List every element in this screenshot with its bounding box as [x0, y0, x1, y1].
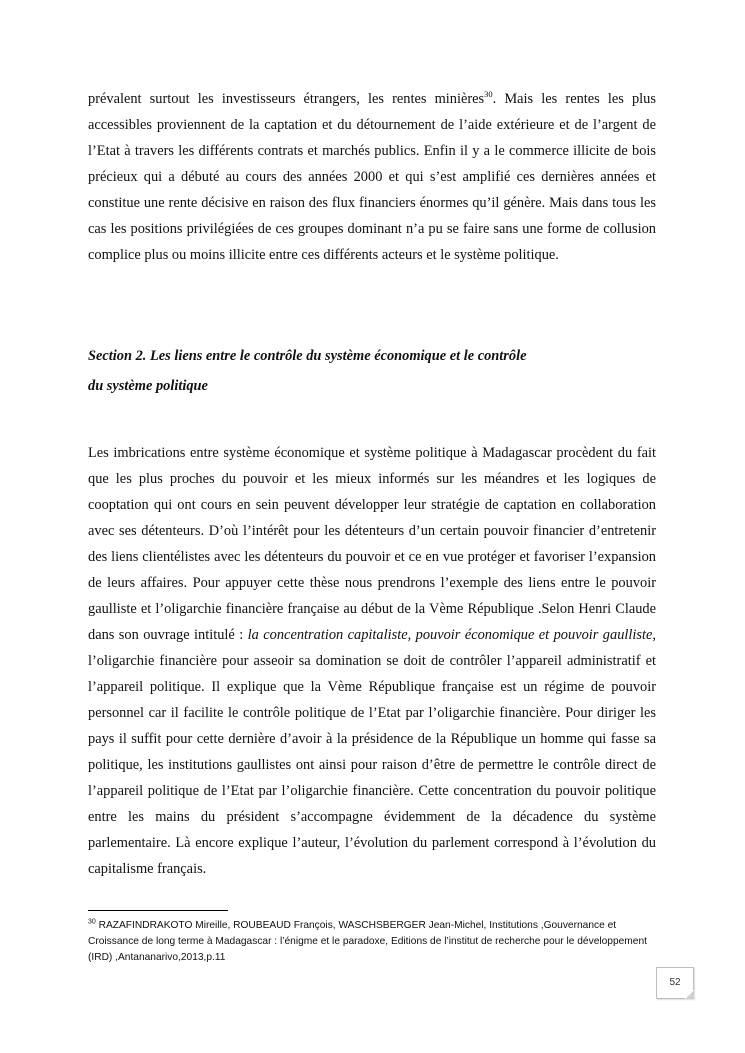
section-title-line-1: Section 2. Les liens entre le contrôle du système économique et le contrôle [88, 348, 527, 364]
paragraph-imbrications-text-b: , l’oligarchie financière pour asseoir sa domination se doit de contrôler l’appareil administratif et l’appareil politique. Il explique que la Vème République française est un régime de pouvoir personnel car il facilite le contrôle politique de l’Etat par l’oligarchie financière. Pour diriger les pays il suffit pour cette dernière d’avoir à la présidence de la République un homme qui fasse sa politique, les institutions gaullistes ont ainsi pour raison d’être de permettre le contrôle direct de l’appareil politique de l’Etat par l’oligarchie financière. Cette concentration du pouvoir politique entre les mains du président s’accompagne évidemment de la décadence du système parlementaire. Là encore explique l’auteur, l’évolution du parlement correspond à l’évolution du capitalisme français. [88, 627, 656, 877]
footnote [88, 918, 660, 966]
footnote-reference[interactable]: 30 [484, 89, 493, 100]
footnote-separator [88, 910, 228, 911]
footnote-number: 30 [88, 918, 96, 926]
paragraph-imbrications-text-a: Les imbrications entre système économique et système politique à Madagascar procèdent du fait que les plus proches du pouvoir et les mieux informés sur les méandres et les logiques de cooptation qui ont cours en sein peuvent développer leur stratégie de captation en collaboration avec ses détenteurs. D’où l’intérêt pour les détenteurs d’un certain pouvoir financier d’entretenir des liens clientélistes avec les détenteurs du pouvoir et ce en vue protéger et favoriser l’expansion de leurs affaires. Pour appuyer cette thèse nous prendrons l’exemple des liens entre le pouvoir gaulliste et l’oligarchie financière française au début de la Vème République .Selon Henri Claude dans son ouvrage intitulé : [88, 445, 656, 643]
paragraph-rentes [88, 86, 656, 268]
book-title: la concentration capitaliste, pouvoir économique et pouvoir gaulliste [247, 627, 653, 643]
footnote-text: RAZAFINDRAKOTO Mireille, ROUBEAUD François, WASCHSBERGER Jean-Michel, Institutions ,Gouvernance et Croissance de long terme à Madagascar : l’énigme et le paradoxe, Editions de l’institut de recherche pour le développement (IRD) ,Antananarivo,2013,p.11 [88, 920, 647, 963]
paragraph-rentes-text-a: prévalent surtout les investisseurs étrangers, les rentes minières [88, 91, 485, 107]
page-number: 52 [669, 977, 681, 988]
page-number-badge [656, 967, 694, 999]
paragraph-rentes-text-b: . Mais les rentes les plus accessibles proviennent de la captation et du détournement de l’aide extérieure et de l’argent de l’Etat à travers les différents contrats et marchés publics. Enfin il y a le commerce illicite de bois précieux qui a débuté au cours des années 2000 et qui s’est amplifié ces dernières années et constitue une rente décisive en raison des flux financiers énormes qu’il génère. Mais dans tous les cas les positions privilégiées de ces groupes dominant n’a pu se faire sans une forme de collusion complice plus ou moins illicite entre ces différents acteurs et le système politique. [88, 91, 656, 263]
section-title-line-2: du système politique [88, 378, 208, 394]
paragraph-imbrications [88, 440, 656, 882]
